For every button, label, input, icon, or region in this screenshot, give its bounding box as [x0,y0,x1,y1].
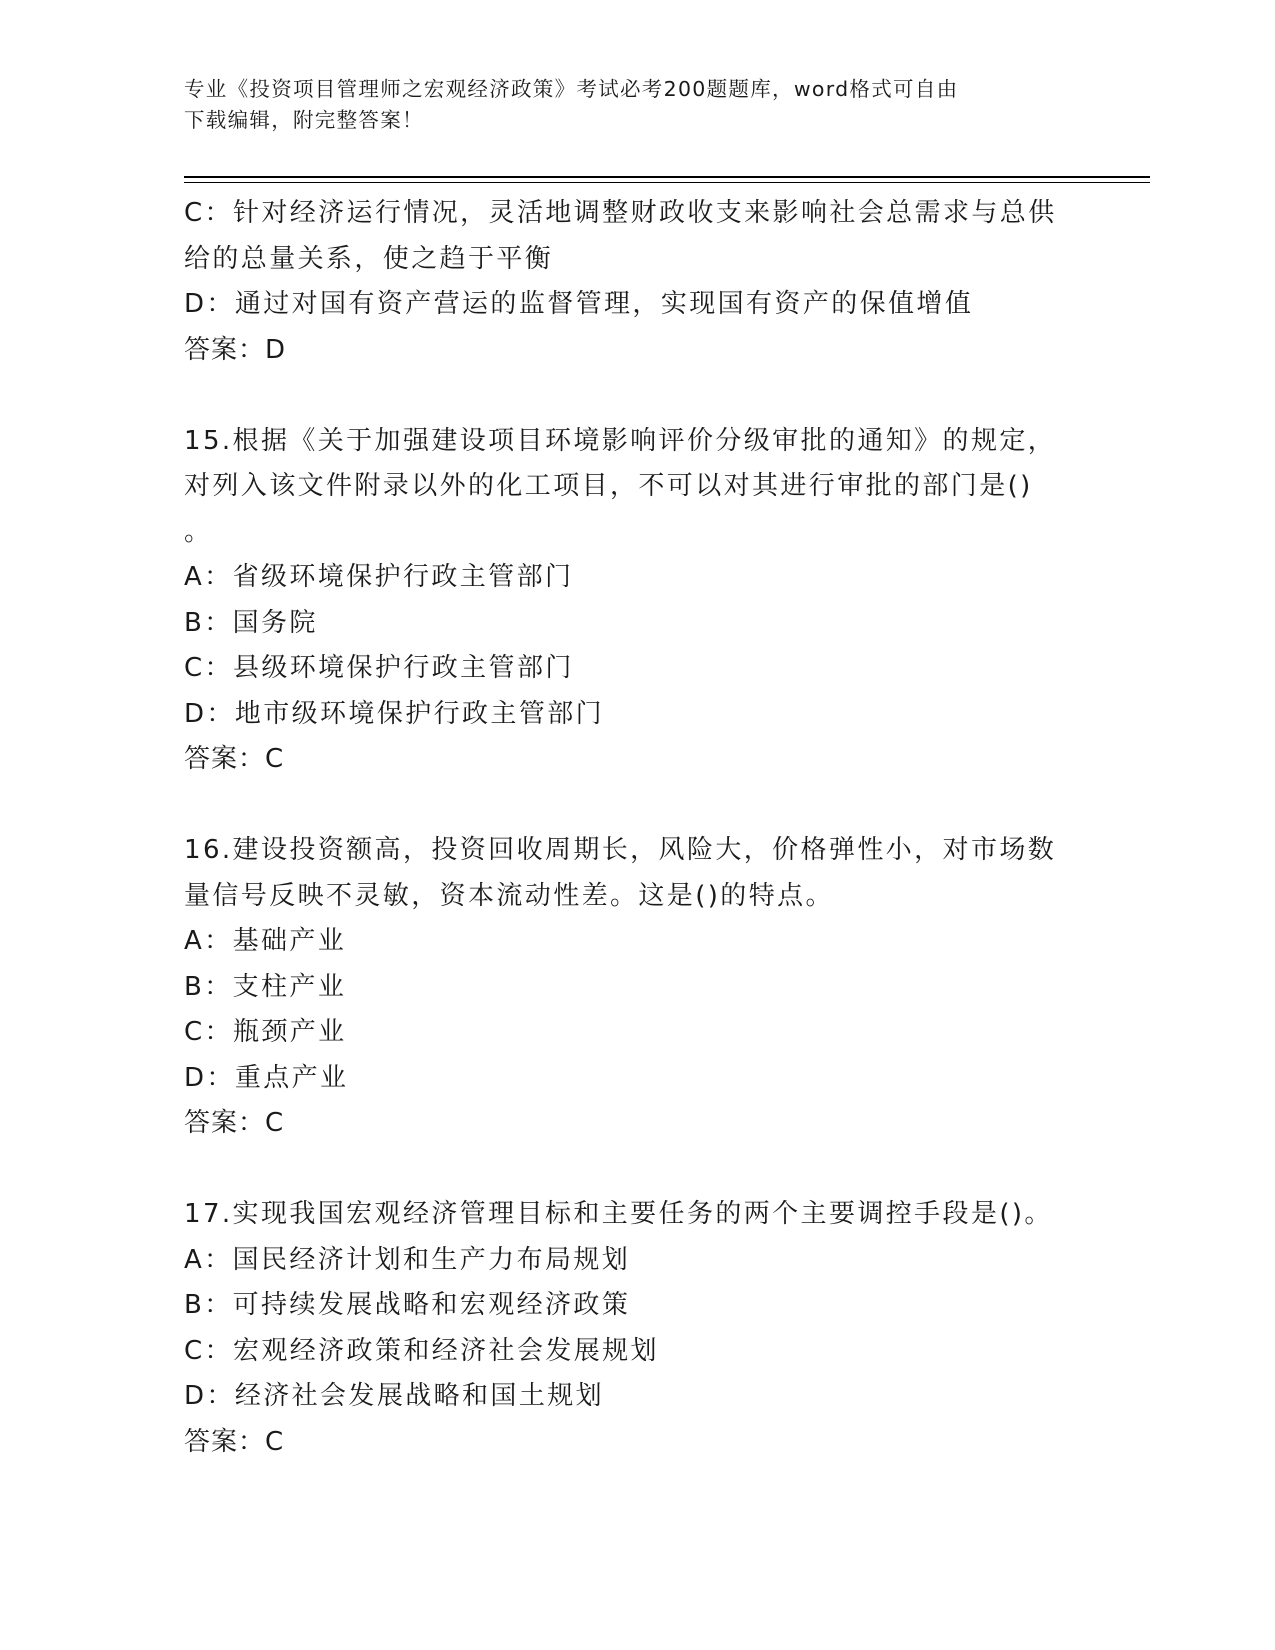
header-divider-thin [184,182,1150,183]
spacer [184,1147,1084,1193]
question-stem-line: 量信号反映不灵敏，资本流动性差。这是()的特点。 [184,880,834,911]
answer-line: 答案：D [184,334,287,365]
header-divider-thick [184,176,1150,178]
option-c-line-2: 给的总量关系，使之趋于平衡 [184,243,554,274]
question-stem-line: 。 [184,516,213,547]
spacer [184,783,1084,829]
question-17 [184,1192,1084,1465]
option-a: A：基础产业 [184,926,347,956]
option-a: A：国民经济计划和生产力布局规划 [184,1244,631,1275]
document-header [184,74,1084,136]
option-c: C：县级环境保护行政主管部门 [184,653,574,683]
answer-line: 答案：C [184,1108,285,1138]
option-c: C：瓶颈产业 [184,1017,347,1047]
question-14-continuation [184,191,1084,373]
option-b: B：国务院 [184,607,318,638]
document-body [184,191,1084,1465]
question-stem-line: 17.实现我国宏观经济管理目标和主要任务的两个主要调控手段是()。 [184,1199,1053,1229]
option-c: C：宏观经济政策和经济社会发展规划 [184,1335,659,1366]
question-stem-line: 对列入该文件附录以外的化工项目，不可以对其进行审批的部门是() [184,471,1033,501]
header-line-1: 专业《投资项目管理师之宏观经济政策》考试必考200题题库，word格式可自由 [184,77,959,101]
option-d: D：重点产业 [184,1062,349,1093]
option-b: B：支柱产业 [184,971,347,1002]
option-d: D：地市级环境保护行政主管部门 [184,698,605,729]
option-a: A：省级环境保护行政主管部门 [184,562,574,592]
option-b: B：可持续发展战略和宏观经济政策 [184,1290,631,1320]
option-d: D：通过对国有资产营运的监督管理，实现国有资产的保值增值 [184,289,974,319]
question-15 [184,419,1084,783]
question-stem-line: 16.建设投资额高，投资回收周期长，风险大，价格弹性小，对市场数 [184,835,1057,865]
option-d: D：经济社会发展战略和国土规划 [184,1381,605,1411]
answer-line: 答案：C [184,1426,285,1457]
option-c-line-1: C：针对经济运行情况，灵活地调整财政收支来影响社会总需求与总供 [184,198,1057,228]
question-stem-line: 15.根据《关于加强建设项目环境影响评价分级审批的通知》的规定， [184,425,1057,456]
question-16 [184,828,1084,1147]
answer-line: 答案：C [184,744,285,774]
header-line-2: 下载编辑，附完整答案！ [184,108,424,132]
spacer [184,373,1084,419]
